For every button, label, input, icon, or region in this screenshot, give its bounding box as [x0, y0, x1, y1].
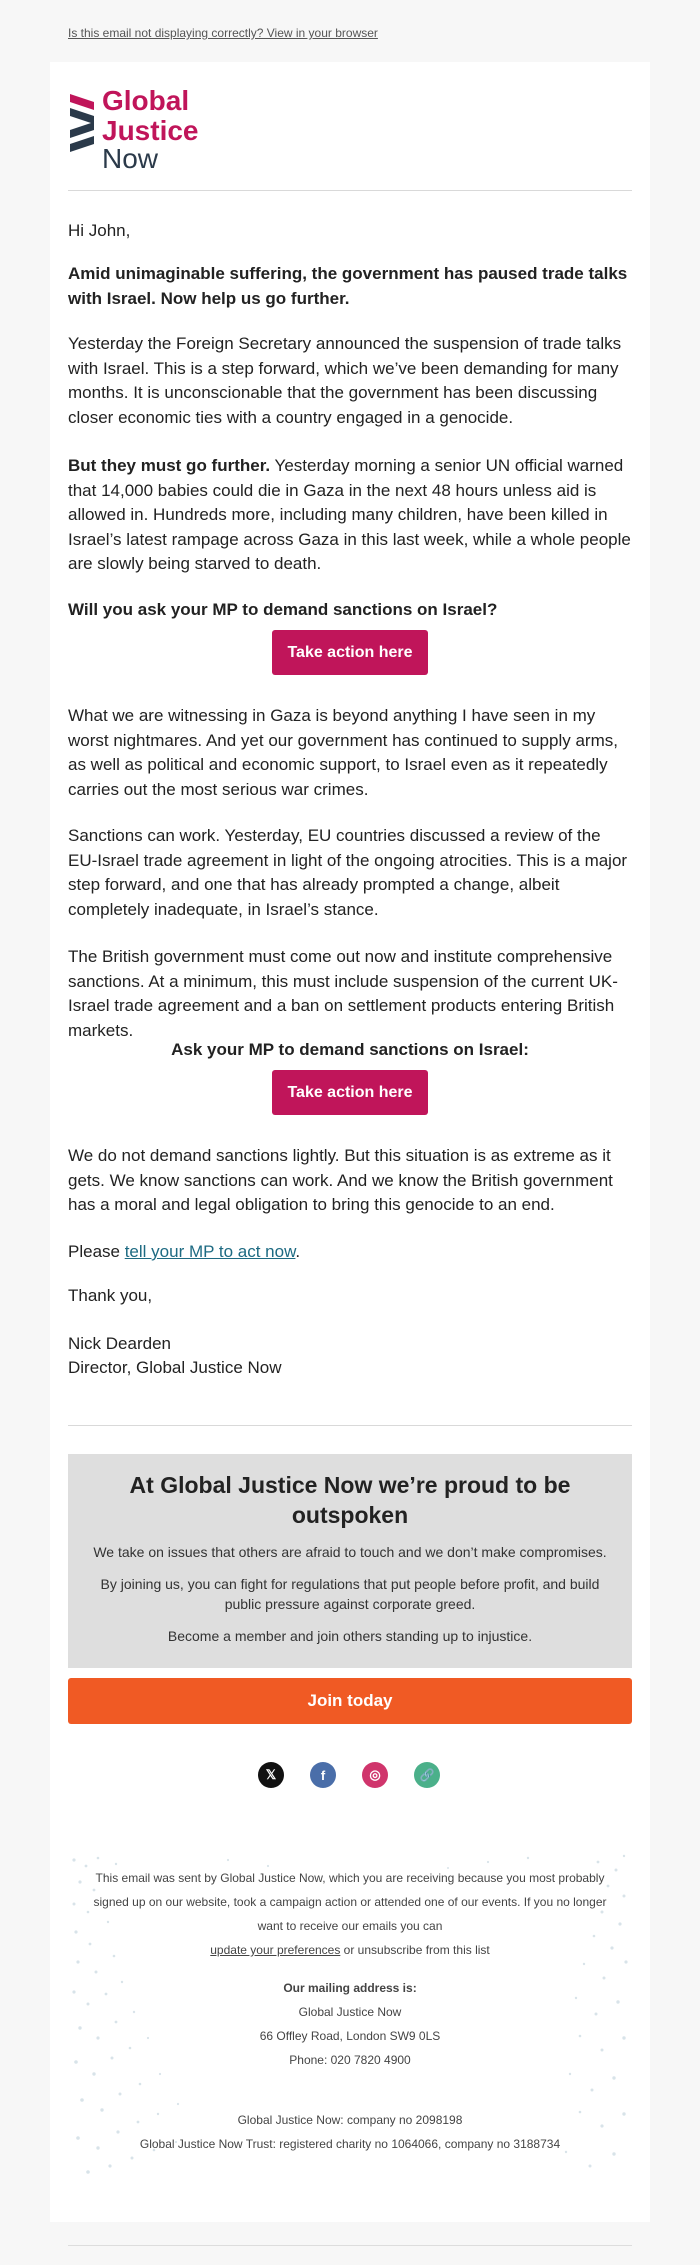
- footer-prefs-line: [88, 1938, 612, 1962]
- take-action-button-1[interactable]: Take action here: [272, 630, 428, 675]
- mailing-heading: Our mailing address is:: [283, 1981, 417, 1995]
- update-preferences-link[interactable]: update your preferences: [210, 1943, 341, 1957]
- paragraph-2-rest: Yesterday morning a senior UN official warned that 14,000 babies could die in Gaza in the next 48 hours unless aid is allowed in. Hundreds more, including many children, have been killed in Israel’s latest rampage across Gaza in this last week, while a whole people are slowly being starved to death.: [68, 456, 631, 573]
- signer-name: Nick Dearden: [68, 1334, 171, 1353]
- headline: Amid unimaginable suffering, the government has paused trade talks with Israel. Now help us go further.: [68, 264, 628, 308]
- promo-line-2: By joining us, you can fight for regulations that put people before profit, and build public pressure against corporate greed.: [100, 1576, 600, 1612]
- promo-line-3: Become a member and join others standing up to injustice.: [167, 1628, 533, 1644]
- paragraph-1: Yesterday the Foreign Secretary announced the suspension of trade talks with Israel. This is a step forward, which we’ve been demanding for many months. It is unconscionable that the government has been discussing closer economic ties with a country engaged in a genocide.: [68, 334, 622, 427]
- membership-promo: [68, 1454, 632, 1668]
- paragraph-6: We do not demand sanctions lightly. But this situation is as extreme as it gets. We know sanctions can work. And we know the British government has a moral and legal obligation to bring this genocide to an end.: [68, 1146, 613, 1214]
- footer-notice: This email was sent by Global Justice Now, which you are receiving because you most probably signed up on our website, took a campaign action or attended one of our events. If you no longer want to receive our emails you can: [93, 1871, 607, 1933]
- take-action-button-2[interactable]: Take action here: [272, 1070, 428, 1115]
- company-number: Global Justice Now: company no 2098198: [237, 2113, 463, 2127]
- please-suffix: .: [295, 1242, 301, 1261]
- tell-mp-link[interactable]: tell your MP to act now: [124, 1242, 296, 1261]
- view-in-browser-link[interactable]: Is this email not displaying correctly? View in your browser: [68, 26, 378, 40]
- please-prefix: Please: [68, 1242, 125, 1261]
- divider: [68, 1425, 632, 1426]
- promo-line-1: We take on issues that others are afraid to touch and we don’t make compromises.: [93, 1544, 607, 1560]
- signer-title: Director, Global Justice Now: [68, 1358, 282, 1377]
- facebook-icon[interactable]: f: [310, 1762, 336, 1788]
- please-line: [68, 1240, 632, 1265]
- paragraph-5: The British government must come out now and institute comprehensive sanctions. At a minimum, this must include suspension of the current UK-Israel trade agreement and a ban on settlement products entering British markets.: [68, 947, 618, 1040]
- global-justice-now-logo[interactable]: [68, 80, 228, 170]
- unsubscribe-text[interactable]: or unsubscribe from this list: [340, 1943, 490, 1957]
- paragraph-4: Sanctions can work. Yesterday, EU countries discussed a review of the EU-Israel trade agreement in light of the ongoing atrocities. This is a major step forward, and one that has already prompted a change, albeit completely inadequate, in Israel’s stance.: [68, 826, 628, 919]
- logo-chevron-icon: [70, 94, 94, 152]
- ask-heading-2: Ask your MP to demand sanctions on Israel:: [171, 1040, 529, 1059]
- paragraph-2-lead: But they must go further.: [68, 456, 271, 475]
- link-icon[interactable]: 🔗: [414, 1762, 440, 1788]
- x-twitter-icon[interactable]: 𝕏: [258, 1762, 284, 1788]
- ask-heading-1: Will you ask your MP to demand sanctions on Israel?: [68, 600, 498, 619]
- bottom-divider: [68, 2245, 632, 2246]
- org-name: Global Justice Now: [298, 2005, 402, 2019]
- greeting: Hi John,: [68, 221, 131, 240]
- paragraph-3: What we are witnessing in Gaza is beyond anything I have seen in my worst nightmares. And yet our government has continued to supply arms, as well as political and economic support, to Israel even as it repeatedly carries out the most serious war crimes.: [68, 706, 618, 799]
- sign-off: Thank you,: [68, 1286, 153, 1305]
- org-phone: Phone: 020 7820 4900: [289, 2053, 411, 2067]
- divider: [68, 190, 632, 191]
- org-address: 66 Offley Road, London SW9 0LS: [259, 2029, 441, 2043]
- join-today-button[interactable]: Join today: [68, 1678, 632, 1724]
- footer: [68, 1852, 632, 2182]
- logo-word-global: Global: [102, 85, 190, 116]
- logo-word-justice: Justice: [102, 115, 199, 146]
- logo-word-now: Now: [102, 143, 159, 170]
- email-card: [50, 62, 650, 2222]
- charity-number: Global Justice Now Trust: registered charity no 1064066, company no 3188734: [139, 2137, 561, 2151]
- instagram-icon[interactable]: ◎: [362, 1762, 388, 1788]
- promo-title: At Global Justice Now we’re proud to be outspoken: [129, 1472, 571, 1528]
- paragraph-2: [68, 454, 632, 577]
